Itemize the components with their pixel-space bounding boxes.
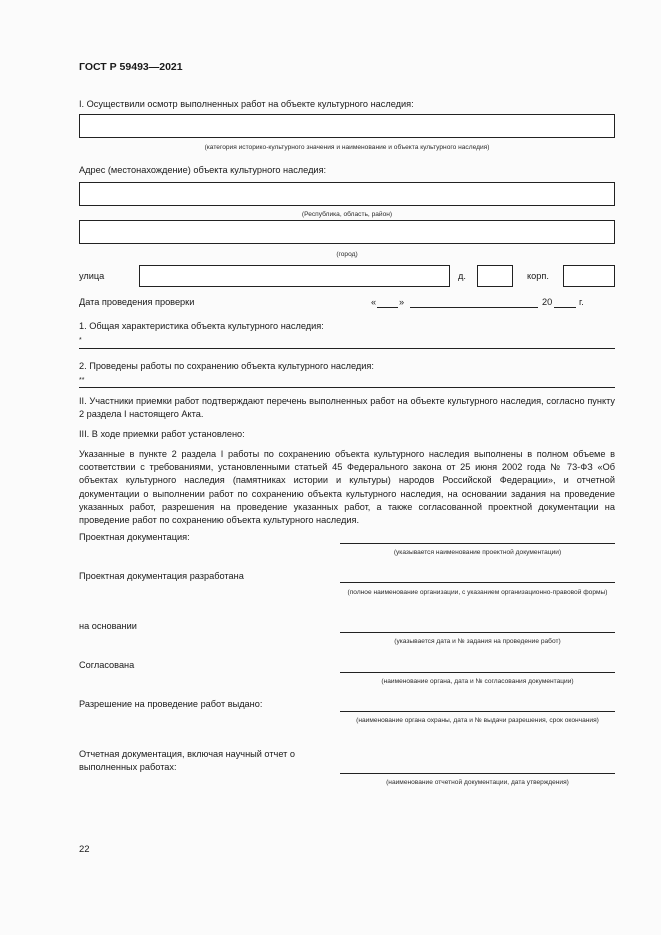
design-docs-line[interactable]: [340, 543, 615, 544]
page-number: 22: [79, 844, 90, 855]
permit-label: Разрешение на проведение работ выдано:: [79, 699, 263, 709]
house-field[interactable]: [477, 265, 513, 287]
section-3-paragraph: Указанные в пункте 2 раздела I работы по сохранению объекта культурного наследия выполнены в полном объеме в соответствии с требованиями, установленными статьей 45 Федерального закона от 25 июня 2002 года № 73-ФЗ «Об объектах культурного наследия (памятниках истории и культуры) народов Российской Федерации», и отчетной документации о выполнении работ по сохранению объекта культурного наследия, на основании задания на проведение указанных работ, разрешения на проведение указанных работ, а также согласованной проектной документации на проведение работ по сохранению объекта культурного наследия.: [79, 449, 615, 526]
item-2-footnote-mark: **: [79, 377, 85, 384]
object-name-caption: (категория историко-культурного значения и наименование и объекта культурного наследия): [204, 144, 490, 151]
basis-line[interactable]: [340, 632, 615, 633]
address-label: Адрес (местонахождение) объекта культурного наследия:: [79, 165, 327, 175]
date-close-quote: »: [399, 297, 405, 307]
approved-label: Согласована: [79, 660, 135, 670]
item-1-general-characteristics: 1. Общая характеристика объекта культурного наследия:: [79, 321, 324, 331]
house-label: д.: [458, 271, 466, 281]
city-field[interactable]: [79, 220, 615, 244]
section-3-heading: III. В ходе приемки работ установлено:: [79, 429, 245, 439]
document-code: ГОСТ Р 59493—2021: [79, 61, 183, 73]
permit-caption: (наименование органа охраны, дата и № выдачи разрешения, срок окончания): [356, 717, 599, 724]
approved-line[interactable]: [340, 672, 615, 673]
permit-line[interactable]: [340, 711, 615, 712]
street-label: улица: [79, 271, 105, 281]
item-1-footnote-mark: *: [79, 337, 82, 344]
basis-label: на основании: [79, 621, 137, 631]
street-field[interactable]: [139, 265, 450, 287]
item-2-answer-line[interactable]: [79, 387, 615, 388]
basis-caption: (указывается дата и № задания на проведение работ): [394, 638, 561, 645]
design-docs-label: Проектная документация:: [79, 532, 190, 542]
section-2-text: II. Участники приемки работ подтверждают перечень выполненных работ на объекте культурного наследия, согласно пункту 2 раздела I настоящего Акта.: [79, 396, 615, 420]
object-name-field[interactable]: [79, 114, 615, 138]
item-1-answer-line[interactable]: [79, 348, 615, 349]
city-caption: (город): [336, 251, 358, 258]
date-year-blank[interactable]: [554, 307, 576, 308]
item-2-conservation-works: 2. Проведены работы по сохранению объекта культурного наследия:: [79, 361, 374, 371]
region-caption: (Республика, область, район): [301, 211, 393, 218]
date-month-blank[interactable]: [410, 307, 538, 308]
reporting-docs-label: Отчетная документация, включая научный отчет о выполненных работах:: [79, 749, 296, 772]
design-docs-developer-caption: (полное наименование организации, с указанием организационно-правовой формы): [347, 589, 608, 596]
inspection-date-label: Дата проведения проверки: [79, 297, 195, 307]
region-field[interactable]: [79, 182, 615, 206]
section-1-intro: I. Осуществили осмотр выполненных работ на объекте культурного наследия:: [79, 99, 414, 109]
reporting-docs-line[interactable]: [340, 773, 615, 774]
reporting-docs-caption: (наименование отчетной документации, дата утверждения): [386, 779, 569, 786]
building-field[interactable]: [563, 265, 615, 287]
date-century: 20: [542, 297, 553, 307]
design-docs-developer-line[interactable]: [340, 582, 615, 583]
design-docs-caption: (указывается наименование проектной документации): [393, 549, 562, 556]
design-docs-developer-label: Проектная документация разработана: [79, 571, 244, 581]
date-open-quote: «: [371, 297, 377, 307]
building-label: корп.: [527, 271, 549, 281]
approved-caption: (наименование органа, дата и № согласования документации): [381, 678, 574, 685]
date-day-blank[interactable]: [377, 307, 398, 308]
date-year-suffix: г.: [579, 297, 584, 307]
